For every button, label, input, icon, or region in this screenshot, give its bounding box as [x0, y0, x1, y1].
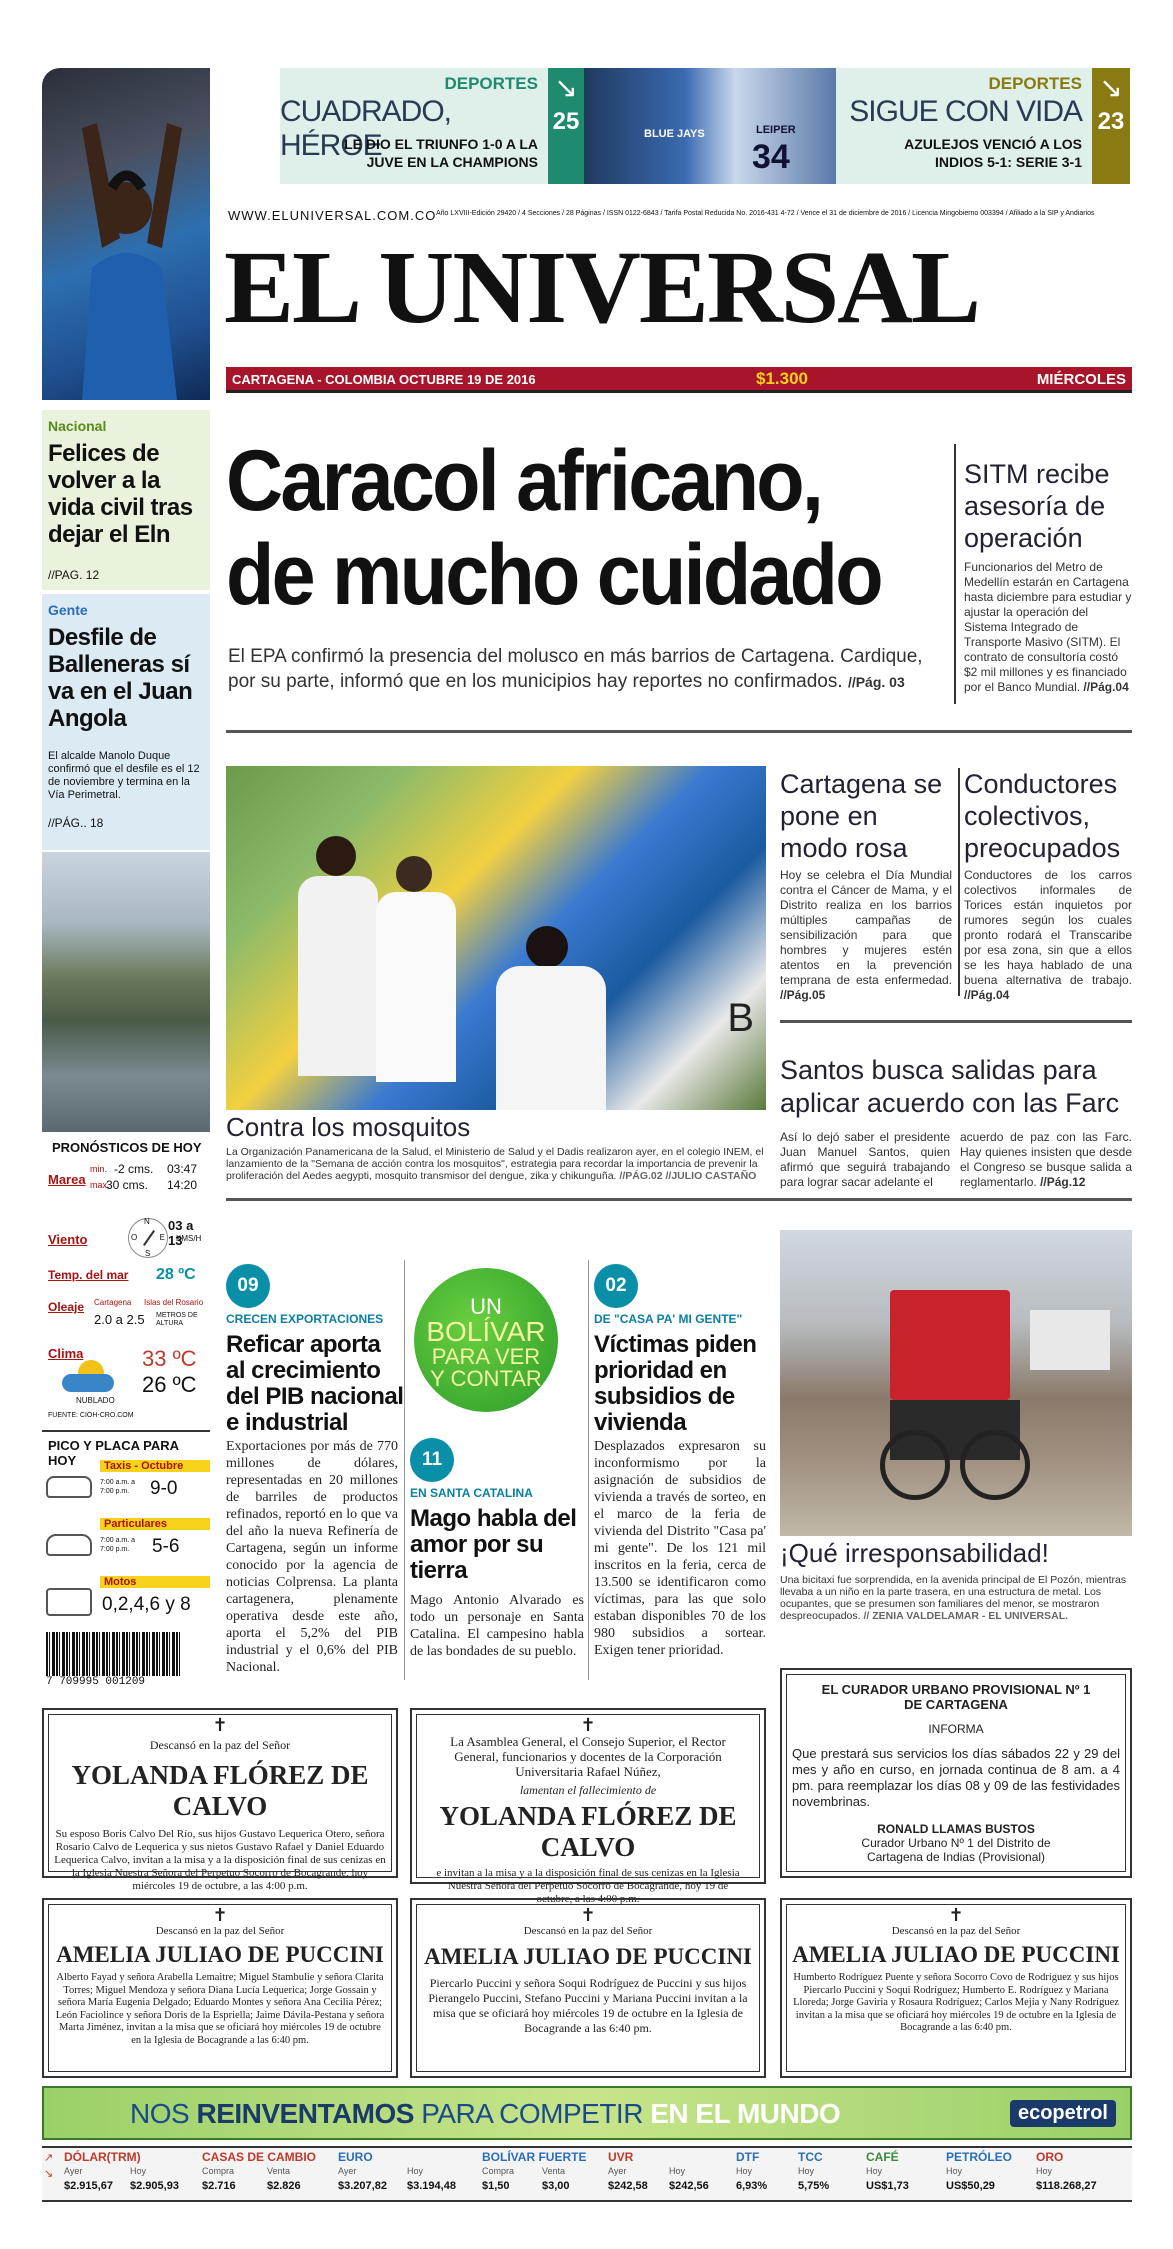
deceased-name: AMELIA JULIAO DE PUCCINI [56, 1942, 384, 1967]
ecopetrol-ad[interactable] [42, 2086, 1132, 2140]
nacional-box[interactable] [42, 410, 210, 590]
ticker-sublabel: Compra [202, 2166, 235, 2176]
conductores-body: Conductores de los carros colectivos informales de Torices están inquietos por rumores según los cuales pronto rodará el Transcaribe por esa zona, sin que a ellos se les haya hablado de una buena alternativa de trabajo. //Pág.04 [964, 868, 1132, 1002]
ticker-sublabel: Ayer [338, 2166, 357, 2176]
mosquitos-photo: B [226, 766, 766, 1110]
temp-value: 28 ºC [156, 1266, 196, 1283]
ticker-sublabel: Venta [542, 2166, 566, 2176]
website-url[interactable]: WWW.ELUNIVERSAL.COM.CO [228, 208, 437, 223]
ticker-value: $2.915,67 [64, 2180, 113, 2192]
santos-body-1: Así lo dejó saber el presidente Juan Manuel Santos, quien afirmó que seguirá trabajando para lograr sacar adelante el [780, 1130, 950, 1189]
obituary-notice: ✝ Descansó en la paz del Señor AMELIA JULIAO DE PUCCINI Alberto Fayad y señora Arabella Lemaitre; Miguel Stambulie y señora Clarita Torres; Miguel Mendoza y señora Diana Lucía Lequerica; Jorge Gossain y señora María Eugenia Delgado; Eduardo Montes y señora Ana Cecilia Pérez; León Faciolince y señora Doris de la Espriella; Jaime Dávila-Pestana y señora Marta Jiménez, invitan a la misa que se oficiará hoy miércoles 19 de octubre en la Iglesia de Bocagrande a las 6:40 pm. [42, 1898, 398, 2078]
reficar-kicker: CRECEN EXPORTACIONES [226, 1312, 384, 1326]
clima-label: Clima [48, 1346, 84, 1361]
ticker-value: $2.905,93 [130, 2180, 179, 2192]
body-text: El alcalde Manolo Duque confirmó que el desfile es el 12 de noviembre y termina en la Vía Perimetral. [48, 750, 200, 801]
obituary-notice: ✝ Descansó en la paz del Señor AMELIA JULIAO DE PUCCINI Piercarlo Puccini y señora Soqui Rodríguez de Puccini y sus hijos Pierangelo Puccini, Stefano Puccini y Mariana Puccini invitan a la misa que se oficiará hoy miércoles 19 de octubre en la Iglesia de Bocagrande a las 6:40 pm. [410, 1898, 766, 2078]
ticker-title: BOLÍVAR FUERTE [482, 2150, 587, 2164]
page-ref[interactable]: //Pág. 03 [847, 674, 905, 690]
arrow-down-right-icon: ↘ [1099, 72, 1123, 103]
mago-body: Mago Antonio Alvarado es todo un personaje en Santa Catalina. El campesino habla de las bondades de su pueblo. [410, 1593, 584, 1659]
pico-placa-box [42, 1430, 210, 1626]
newspaper-name: EL UNIVERSAL [224, 230, 980, 345]
ticker-value: $3.194,48 [407, 2180, 456, 2192]
price: $1.300 [756, 369, 808, 388]
car-icon [46, 1534, 92, 1556]
headline: Felices de volver a la vida civil tras dejar el Eln [48, 440, 193, 548]
canal-photo [42, 852, 210, 1132]
ticker-title: ORO [1036, 2150, 1064, 2164]
clima-low: 26 ºC [142, 1372, 197, 1397]
cross-icon: ✝ [212, 1715, 228, 1735]
curador-notice: EL CURADOR URBANO PROVISIONAL Nº 1 DE CARTAGENA INFORMA Que prestará sus servicios los días sábados 22 y 29 del mes y año en curso, en jornada continua de 8 am. a 4 pm. para reemplazar los días 08 y 09 de las festividades novembrinas. RONALD LLAMAS BUSTOS Curador Urbano Nº 1 del Distrito de Cartagena de Indias (Provisional) [780, 1668, 1132, 1878]
deceased-name: YOLANDA FLÓREZ DE CALVO [439, 1801, 737, 1862]
weather-title: PRONÓSTICOS DE HOY [52, 1140, 202, 1155]
deceased-name: AMELIA JULIAO DE PUCCINI [424, 1944, 752, 1969]
ticker-sublabel: Ayer [608, 2166, 627, 2176]
barcode [46, 1632, 180, 1676]
promo-page-badge: ↘ 23 [1092, 68, 1130, 184]
sitm-headline[interactable]: SITM recibe asesoría de operación [964, 459, 1110, 553]
jersey-text: BLUE JAYS [644, 128, 705, 140]
clima-high: 33 ºC [142, 1346, 197, 1371]
marea-label: Marea [48, 1172, 86, 1187]
ticker-title: PETRÓLEO [946, 2150, 1013, 2164]
promo-section: DEPORTES [988, 74, 1082, 93]
deportes-promo-right[interactable] [836, 68, 1092, 184]
ticker-value: $242,58 [608, 2180, 648, 2192]
ticker-value: 6,93% [736, 2180, 768, 2192]
ticker-title: DTF [736, 2150, 760, 2164]
headline: Desfile de Balleneras sí va en el Juan Angola [48, 624, 193, 732]
santos-body-2: acuerdo de paz con las Farc. Hay quienes insisten que desde el Congreso se busque salida a reglamentarlo. //Pág.12 [960, 1130, 1132, 1189]
arrow-down-right-icon: ↘ [554, 72, 578, 103]
ticker-icon: ↗ ↘ [44, 2152, 54, 2180]
reficar-headline[interactable]: Reficar aporta al crecimiento del PIB nacional e industrial [226, 1331, 404, 1436]
ticker-value: $2.826 [267, 2180, 301, 2192]
lead-headline[interactable]: Caracol africano, [226, 433, 822, 529]
ticker-sublabel: Hoy [736, 2166, 753, 2176]
rosa-body: Hoy se celebra el Día Mundial contra el Cáncer de Mama, y el Distrito realiza en los barrios múltiples campañas de sensibilización para que hombres y mujeres estén atentos en la prevención temprana de esta enfermedad. //Pág.05 [780, 868, 952, 1002]
ticker-item [200, 2150, 334, 2200]
obituary-notice: ✝ Descansó en la paz del Señor YOLANDA FLÓREZ DE CALVO Su esposo Boris Calvo Del Río, sus hijos Gustavo Lequerica Otero, señora Rosario Calvo de Lequerica y sus nietos Gustavo Rafael y Daniel Eduardo Lequerica Calvo, invitan a la misa y a la disposición final de sus cenizas en la Iglesia Nuestra Señora del Perpetuo Socorro de Bocagrande, hoy miércoles 19 de octubre, a las 4:00 p.m. [42, 1708, 398, 1878]
oleaje-value: 2.0 a 2.5 [94, 1312, 145, 1327]
ticker-value: $3,00 [542, 2180, 570, 2192]
section-divider [226, 730, 1132, 733]
motorcycle-icon [46, 1588, 92, 1616]
pico-row: Particulares 7:00 a.m. a 7:00 p.m. 5-6 [42, 1518, 210, 1568]
ticker-sublabel: Hoy [798, 2166, 815, 2176]
fine-print: Año LXVIII-Edición 29420 / 4 Secciones / 28 Páginas / ISSN 0122-6843 / Tarifa Postal Reducida No. 2016-431 4-72 / Vence el 31 de diciembre de 2016 / Licencia Mingobierno 003394 / Afiliado a la SIP y Andiarios [436, 210, 1095, 217]
rosa-headline[interactable]: Cartagena se pone en modo rosa [780, 769, 943, 863]
ticker-sublabel: Hoy [669, 2166, 686, 2176]
column-rule [588, 1260, 589, 1680]
promo-section: DEPORTES [444, 74, 538, 93]
ticker-title: EURO [338, 2150, 373, 2164]
victimas-headline[interactable]: Víctimas piden prioridad en subsidios de vivienda [594, 1331, 757, 1436]
ticker-item [606, 2150, 732, 2200]
page-ref[interactable]: //Pág.12 [1040, 1175, 1086, 1189]
blue-jays-photo [584, 68, 836, 184]
ecopetrol-logo: ecopetrol [1010, 2100, 1116, 2127]
jersey-text: 34 [752, 138, 790, 176]
ticker-value: US$1,73 [866, 2180, 909, 2192]
jersey-text: LEIPER [756, 124, 796, 136]
cross-icon: ✝ [580, 1905, 596, 1925]
promo-subtitle: INDIOS 5-1: SERIE 3-1 [934, 154, 1082, 170]
weather-box: PRONÓSTICOS DE HOY Marea min. -2 cms. 03:47 max. 30 cms. 14:20 Viento N E S O 03 a 13 KMS/H Temp. del mar 28 ºC Oleaje Cartagena Islas del Rosario 2.0 a 2.5 METROS DE ALTURA Clima NUBLADO 33 ºC 26 ºC FUENTE: CIOH-CRO.COM [42, 1134, 210, 1424]
column-rule [958, 768, 960, 996]
deportes-promo-left[interactable] [280, 68, 548, 184]
obituary-notice: ✝ La Asamblea General, el Consejo Superior, el Rector General, funcionarios y docentes de la Corporación Universitaria Rafael Núñez, lamentan el fallecimiento de YOLANDA FLÓREZ DE CALVO e invitan a la misa y a la disposición final de sus cenizas en la Iglesia Nuestra Señora del Perpetuo Socorro de Bocagrande, hoy 19 de octubre, a las 4:00 p.m. [410, 1708, 766, 1884]
ticker-sublabel: Hoy [407, 2166, 424, 2176]
ticker-value: 5,75% [798, 2180, 830, 2192]
cross-icon: ✝ [580, 1715, 596, 1735]
ticker-value: $242,56 [669, 2180, 709, 2192]
ticker-item [796, 2150, 862, 2200]
bolivar-logo[interactable]: UN BOLÍVAR PARA VER Y CONTAR [414, 1268, 558, 1412]
ticker-value: $3.207,82 [338, 2180, 387, 2192]
ticker-sublabel: Compra [482, 2166, 515, 2176]
column-rule [404, 1260, 405, 1680]
bicitaxi-caption: Una bicitaxi fue sorprendida, en la avenida principal de El Pozón, mientras llevaba a un niño en la parte trasera, en una estructura de metal. Los ocupantes, que se presumen son familiares del menor, se mostraron despreocupados. // ZENIA VALDELAMAR - EL UNIVERSAL. [780, 1574, 1127, 1622]
lead-deck: El EPA confirmó la presencia del molusco en más barrios de Cartagena. Cardique, por su parte, informó que en los municipios hay reportes no confirmados. //Pág. 03 [228, 646, 923, 692]
bicitaxi-headline[interactable]: ¡Qué irresponsabilidad! [780, 1538, 1049, 1568]
dateline-bar [226, 367, 1132, 393]
section-divider [226, 1198, 1132, 1201]
ticker-item [336, 2150, 478, 2200]
mago-headline[interactable]: Mago habla del amor por su tierra [410, 1505, 577, 1584]
viento-value: 03 a 13 [168, 1218, 194, 1248]
page-ref[interactable]: //Pág.04 [964, 988, 1010, 1002]
obituary-notice: ✝ Descansó en la paz del Señor AMELIA JULIAO DE PUCCINI Humberto Rodríguez Puente y señora Socorro Covo de Rodríguez y sus hijos Piercarlo Puccini y Soqui Rodríguez; Humberto E. Rodríguez y Mariana Lloreda; Jorge Gaviria y Rosaura Rodríguez; Carlos Mejía y Nany Rodríguez invitan a la misa que se oficiará hoy miércoles 19 de octubre en la Iglesia de Bocagrande a las 6:40 pm. [780, 1898, 1132, 2078]
column-rule [954, 444, 956, 704]
mosquitos-caption-title[interactable]: Contra los mosquitos [226, 1112, 471, 1142]
conductores-headline[interactable]: Conductores colectivos, preocupados [964, 769, 1121, 863]
santos-headline[interactable]: Santos busca salidas para aplicar acuerdo con las Farc [780, 1055, 1120, 1118]
ticker-item [944, 2150, 1032, 2200]
promo-subtitle: AZULEJOS VENCIÓ A LOS [904, 136, 1082, 152]
ticker-title: CAFÉ [866, 2150, 899, 2164]
mosquitos-caption: La Organización Panamericana de la Salud, el Ministerio de Salud y el Dadis realizaron ayer, en el colegio INEM, el lanzamiento de la "Semana de acción contra los mosquitos", estrategia para recordar la importancia de prevenir la proliferación del Aedes aegypti, mosquito transmisor del dengue, zika y chikunguña. //PÁG.02 //JULIO CASTAÑO [226, 1146, 764, 1182]
ticker-title: DÓLAR(TRM) [64, 2150, 141, 2164]
ticker-title: CASAS DE CAMBIO [202, 2150, 317, 2164]
ticker-sublabel: Hoy [946, 2166, 963, 2176]
ticker-value: US$50,29 [946, 2180, 995, 2192]
section-divider [780, 1020, 1132, 1023]
ticker-sublabel: Ayer [64, 2166, 83, 2176]
lead-headline[interactable]: de mucho cuidado [226, 527, 881, 623]
page-ref: //PÁG.. 18 [48, 816, 104, 830]
victimas-body: Desplazados expresaron su inconformismo por la asignación de subsidios de vivienda a través de sorteo, en el marco de la feria de vivienda del Distrito "Casa pa' mi gente". De los 121 mil inscritos en la feria, cerca de 13.500 se identificaron como víctimas, para las que solo estaban disponibles 70 de los 980 subsidios a sortear. Exigen tener prioridad. [594, 1439, 766, 1658]
ticker-item [734, 2150, 794, 2200]
page-number-badge: 09 [226, 1264, 270, 1308]
weekday: MIÉRCOLES [1036, 371, 1126, 388]
page-ref[interactable]: //Pág.04 [1083, 680, 1129, 694]
ticker-item [480, 2150, 604, 2200]
taxi-icon [46, 1476, 92, 1498]
mago-kicker: EN SANTA CATALINA [410, 1486, 533, 1500]
ticker-item [62, 2150, 198, 2200]
page-number-badge: 11 [410, 1438, 454, 1482]
ticker-title: TCC [798, 2150, 823, 2164]
ticker-sublabel: Venta [267, 2166, 291, 2176]
cross-icon: ✝ [948, 1905, 964, 1925]
pico-row: Motos 0,2,4,6 y 8 [42, 1576, 210, 1626]
cross-icon: ✝ [212, 1905, 228, 1925]
page-ref: //PAG. 12 [48, 568, 100, 582]
deceased-name: YOLANDA FLÓREZ DE CALVO [71, 1760, 369, 1821]
page-number-badge: 02 [594, 1264, 638, 1308]
deceased-name: AMELIA JULIAO DE PUCCINI [792, 1942, 1120, 1967]
compass-icon: N E S O [128, 1218, 168, 1258]
promo-title: SIGUE CON VIDA [849, 95, 1082, 128]
ticker-sublabel: Hoy [130, 2166, 147, 2176]
ticker-value: $118.268,27 [1036, 2180, 1097, 2192]
cuadrado-photo [42, 68, 210, 400]
temp-label: Temp. del mar [48, 1268, 129, 1282]
ticker-value: $2.716 [202, 2180, 236, 2192]
pico-placa-title: PICO Y PLACA PARA HOY [48, 1438, 179, 1468]
promo-title: CUADRADO, HÉROE [280, 95, 452, 162]
gente-box[interactable] [42, 594, 210, 850]
reficar-body: Exportaciones por más de 770 millones de dólares, representadas en 20 millones de barriles de productos refinados, reportó en lo que va del año la nueva Refinería de Cartagena, según un informe conocido por la agencia de noticias Colprensa. La planta cartagenera, plenamente operativa desde este año, aporta el 5,2% del PIB industrial y el 0,6% del PIB Nacional. [226, 1439, 398, 1675]
promo-page-badge: ↘ 25 [548, 68, 584, 184]
viento-label: Viento [48, 1232, 88, 1247]
page-ref[interactable]: //Pág.05 [780, 988, 826, 1002]
victimas-kicker: DE "CASA PA' MI GENTE" [594, 1312, 743, 1326]
oleaje-label: Oleaje [48, 1300, 85, 1314]
ticker-item [1034, 2150, 1132, 2200]
dateline: CARTAGENA - COLOMBIA OCTUBRE 19 DE 2016 [232, 372, 536, 387]
cloud-sun-icon [62, 1360, 118, 1396]
promo-subtitle: LE DIO EL TRIUNFO 1-0 A LA [344, 136, 538, 152]
ticker-value: $1,50 [482, 2180, 510, 2192]
barcode-number: 7 709995 001209 [46, 1676, 146, 1688]
section-label: Gente [48, 602, 88, 618]
pico-row: Taxis - Octubre 7:00 a.m. a 7:00 p.m. 9-0 [42, 1460, 210, 1510]
ticker-title: UVR [608, 2150, 634, 2164]
sitm-body: Funcionarios del Metro de Medellín estarán en Cartagena hasta diciembre para estudiar y ajustar la operación del Sistema Integrado de Transporte Masivo (SITM). El contrato de consultoría costó $2 mil millones y es financiado por el Banco Mundial. //Pág.04 [964, 560, 1132, 694]
ticker-sublabel: Hoy [1036, 2166, 1053, 2176]
ad-slogan: NOS REINVENTAMOS PARA COMPETIR EN EL MUNDO [130, 2098, 841, 2129]
section-label: Nacional [48, 418, 107, 434]
promo-subtitle: JUVE EN LA CHAMPIONS [366, 154, 538, 170]
bicitaxi-photo [780, 1230, 1132, 1536]
ticker-sublabel: Hoy [866, 2166, 883, 2176]
ticker-item [864, 2150, 942, 2200]
